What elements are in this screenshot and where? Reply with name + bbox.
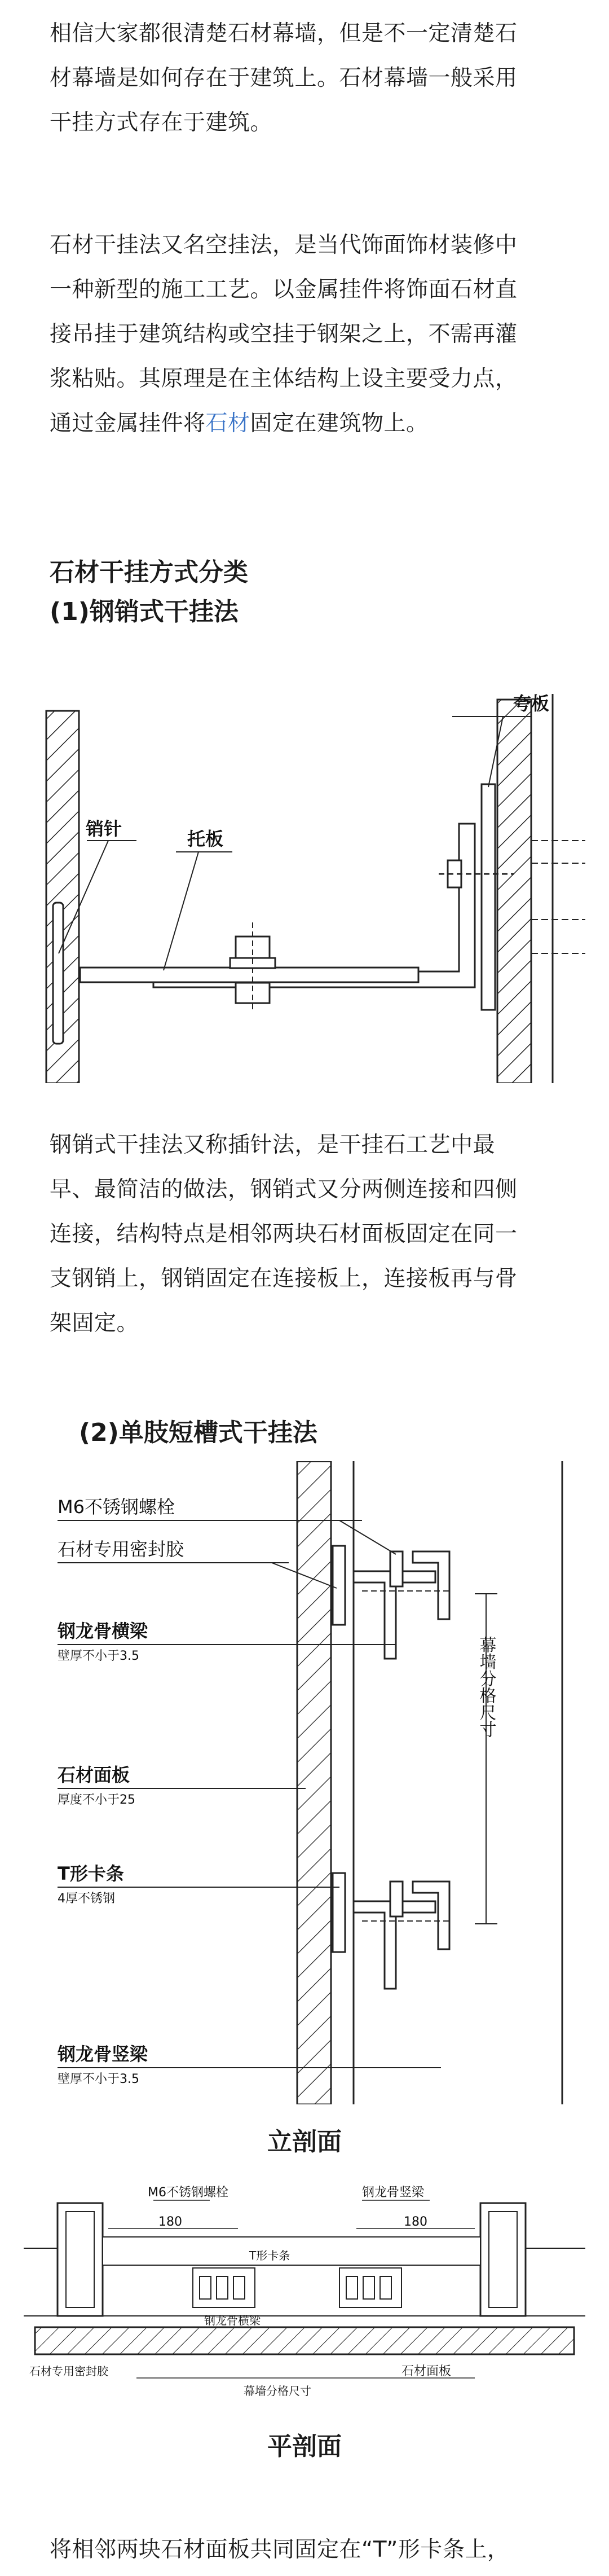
intro-paragraph (50, 11, 574, 145)
definition-line-5 (50, 401, 574, 446)
label-kuaban: 夸板 (513, 693, 550, 714)
definition-paragraph (50, 223, 574, 446)
method1-heading: (1)钢销式干挂法 (50, 597, 239, 626)
definition-line-1: 石材干挂法又名空挂法，是当代饰面饰材装修中 (50, 232, 518, 258)
label-column-sub: 壁厚不小于3.5 (58, 2072, 139, 2086)
steel-pin-diagram (24, 638, 585, 1083)
definition-line-5-before: 通过金属挂件将 (50, 411, 206, 436)
section-heading: 石材干挂方式分类 (50, 558, 248, 587)
label-bolt: M6不锈钢螺栓 (58, 1496, 175, 1518)
steel-pin (53, 903, 63, 1044)
definition-line-2: 一种新型的施工工艺。以金属挂件将饰面石材直 (50, 277, 518, 302)
label-panel: 石材面板 (58, 1764, 130, 1786)
elevation-diagram (24, 1461, 585, 2104)
definition-line-3: 接吊挂于建筑结构或空挂于钢架之上，不需再灌 (50, 322, 518, 347)
label-sealant: 石材专用密封胶 (58, 1538, 184, 1560)
intro-line-2: 材幕墙是如何存在于建筑上。石材幕墙一般采用 (50, 65, 518, 91)
plan-caption: 平剖面 (267, 2432, 342, 2461)
method2-heading: (2)单肢短槽式干挂法 (79, 1418, 317, 1447)
cross-beam (103, 2237, 480, 2265)
method1-description (50, 1123, 574, 1346)
label-xiaozhen: 销针 (86, 818, 122, 839)
stone-panel-strip (35, 2327, 574, 2354)
plan-label-grid: 幕墙分格尺寸 (244, 2384, 311, 2398)
definition-line-4: 浆粘贴。其原理是在主体结构上设主要受力点， (50, 366, 518, 392)
intro-line-1: 相信大家都很清楚石材幕墙，但是不一定清楚石 (50, 21, 518, 46)
method1-line-3: 连接，结构特点是相邻两块石材面板固定在同一 (50, 1221, 518, 1247)
plan-label-column: 钢龙骨竖梁 (362, 2186, 425, 2200)
method2-description (50, 2527, 574, 2572)
plan-label-bolt: M6不锈钢螺栓 (148, 2186, 228, 2200)
dim-left: 180 (158, 2215, 182, 2229)
label-column: 钢龙骨竖梁 (58, 2043, 148, 2065)
method1-line-1: 钢销式干挂法又称插针法，是干挂石工艺中最 (50, 1132, 496, 1158)
dim-right: 180 (404, 2215, 427, 2229)
elevation-svg (24, 1461, 585, 2104)
label-tclip: T形卡条 (58, 1863, 124, 1884)
elevation-caption: 立剖面 (267, 2127, 342, 2156)
clamp-plate (482, 784, 495, 1010)
right-wall (497, 700, 531, 1083)
label-panel-sub: 厚度不小于25 (58, 1793, 135, 1807)
plan-label-tclip: T形卡条 (249, 2249, 290, 2262)
method2-line-1: 将相邻两块石材面板共同固定在“T”形卡条上， (50, 2537, 510, 2562)
plan-svg (24, 2169, 585, 2412)
plan-label-sealant: 石材专用密封胶 (29, 2364, 108, 2378)
label-beam: 钢龙骨横梁 (58, 1620, 148, 1642)
label-tclip-sub: 4厚不锈钢 (58, 1892, 115, 1906)
stone-link[interactable]: 石材 (205, 411, 250, 436)
intro-line-3: 干挂方式存在于建筑。 (50, 110, 273, 135)
plan-label-beam: 钢龙骨横梁 (204, 2314, 261, 2327)
plan-label-panel: 石材面板 (401, 2364, 452, 2379)
label-grid-size: 幕墙分格尺寸 (476, 1636, 496, 1738)
method1-line-2: 早、最简洁的做法，钢销式又分两侧连接和四侧 (50, 1177, 518, 1202)
method1-line-5: 架固定。 (50, 1311, 139, 1336)
method1-line-4: 支钢销上，钢销固定在连接板上，连接板再与骨 (50, 1266, 518, 1291)
definition-line-5-after: 固定在建筑物上。 (250, 411, 429, 436)
steel-pin-svg (24, 638, 585, 1083)
label-tuoban: 托板 (187, 828, 224, 850)
plan-diagram (24, 2169, 585, 2412)
support-plate (80, 968, 418, 982)
stone-panel-section (297, 1461, 331, 2104)
label-beam-sub: 壁厚不小于3.5 (58, 1649, 139, 1663)
